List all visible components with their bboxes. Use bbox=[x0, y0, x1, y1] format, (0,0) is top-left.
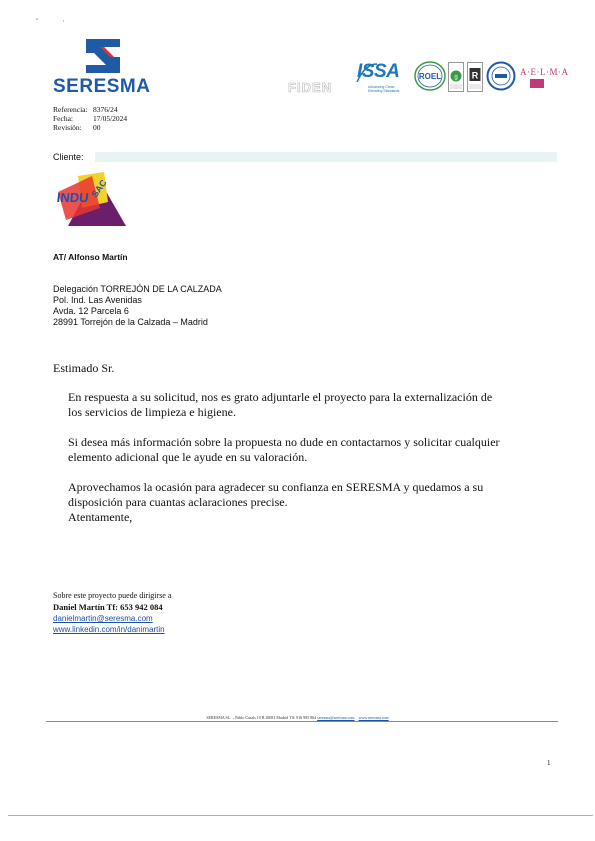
salutation: Estimado Sr. bbox=[53, 361, 115, 375]
fiden-logo: FIDEN bbox=[288, 80, 332, 95]
company-name: SERESMA bbox=[53, 76, 151, 97]
aelma-badge bbox=[530, 79, 544, 88]
contact-intro: Sobre este proyecto puede dirigirse a bbox=[53, 591, 172, 600]
contact-name-phone: Daniel Martín Tf: 653 942 084 bbox=[53, 602, 163, 612]
aenor-gestion-icon bbox=[448, 62, 464, 92]
address-line: Delegación TORREJÓN DE LA CALZADA bbox=[53, 284, 222, 294]
paragraph-line: En respuesta a su solicitud, nos es grato adjuntarle el proyecto para la externalización de bbox=[68, 390, 493, 404]
svg-text:SAC: SAC bbox=[89, 177, 109, 200]
footer-address: SERESMA SL. – Pablo Casals 10 B 28081 Madrid Tlf: 916 985 864 bbox=[206, 715, 317, 720]
contact-email-link[interactable]: danielmartin@seresma.com bbox=[53, 614, 153, 623]
aelma-logo: A·E·L·M·A bbox=[520, 67, 569, 77]
paragraph-line: elemento adicional que le ayude en su valoración. bbox=[68, 450, 308, 464]
svg-text:ROEL: ROEL bbox=[418, 72, 442, 81]
reference-row: Referencia: 8376/24 bbox=[53, 105, 118, 114]
recipient-attention: AT/ Alfonso Martín bbox=[53, 252, 128, 262]
issa-swoosh-icon bbox=[355, 62, 407, 84]
client-label: Cliente: bbox=[53, 152, 84, 162]
roel-logo-icon bbox=[413, 60, 447, 92]
svg-text:R: R bbox=[471, 70, 479, 81]
revision-row: Revisión: 00 bbox=[53, 123, 101, 132]
address-line: 28991 Torrejón de la Calzada – Madrid bbox=[53, 317, 208, 327]
footer-email-link[interactable]: seresma@seresma.com bbox=[317, 715, 355, 720]
seresma-logo-icon bbox=[84, 37, 122, 75]
footer-divider bbox=[46, 721, 558, 722]
paragraph-line: Aprovechamos la ocasión para agradecer su confianza en SERESMA y quedamos a su bbox=[68, 480, 484, 494]
date-row: Fecha: 17/05/2024 bbox=[53, 114, 128, 123]
footer-web-link[interactable]: www.seresma.com bbox=[358, 715, 389, 720]
contact-linkedin-link[interactable]: www.linkedin.com/in/danimartin bbox=[53, 625, 165, 634]
svg-text:g: g bbox=[454, 74, 458, 81]
aenor-er-icon bbox=[467, 62, 483, 92]
paragraph-line: Si desea más información sobre la propuesta no dude en contactarnos y solicitar cualquier bbox=[68, 435, 500, 449]
scan-mark bbox=[36, 18, 38, 20]
issa-subtitle: Advancing Clean. Elevating Standards bbox=[368, 85, 400, 93]
footer-text bbox=[0, 715, 595, 720]
paragraph-line: disposición para cuantas aclaraciones precise. bbox=[68, 495, 288, 509]
certification-seal-icon bbox=[486, 61, 516, 91]
issa-logo: ISSA bbox=[357, 61, 400, 82]
address-line: Avda. 12 Parcela 6 bbox=[53, 306, 129, 316]
client-bar bbox=[95, 152, 557, 162]
closing: Atentamente, bbox=[68, 510, 133, 524]
page-number: 1 bbox=[547, 759, 551, 767]
scan-mark bbox=[63, 20, 64, 22]
svg-text:INDU: INDU bbox=[56, 190, 90, 205]
paragraph-line: los servicios de limpieza e higiene. bbox=[68, 405, 236, 419]
page-bottom-divider bbox=[8, 815, 593, 816]
address-line: Pol. Ind. Las Avenidas bbox=[53, 295, 142, 305]
client-logo-icon bbox=[56, 168, 130, 230]
